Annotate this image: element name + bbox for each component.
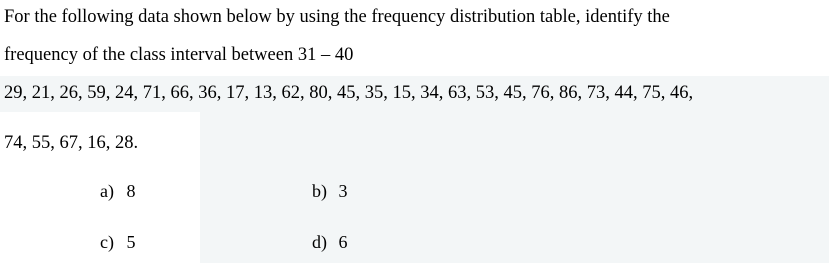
question-text-line-1: For the following data shown below by using the frequency distribution table, identify the <box>4 7 670 27</box>
option-value: 5 <box>126 232 136 252</box>
option-a[interactable] <box>100 180 136 202</box>
option-letter: a) <box>100 181 114 201</box>
option-letter: b) <box>312 181 327 201</box>
option-d[interactable] <box>312 231 348 253</box>
option-c[interactable] <box>100 231 136 253</box>
data-values-line-1: 29, 21, 26, 59, 24, 71, 66, 36, 17, 13, 62, 80, 45, 35, 15, 34, 63, 53, 45, 76, 86, 73, 44, 75, 46, <box>4 83 694 103</box>
question-text-line-2: frequency of the class interval between 31 – 40 <box>4 45 354 65</box>
background-shade <box>200 112 829 263</box>
option-letter: c) <box>100 232 114 252</box>
option-letter: d) <box>312 232 327 252</box>
option-value: 3 <box>338 181 348 201</box>
data-values-line-2: 74, 55, 67, 16, 28. <box>4 133 139 153</box>
option-value: 8 <box>126 181 136 201</box>
option-value: 6 <box>338 232 348 252</box>
option-b[interactable] <box>312 180 348 202</box>
